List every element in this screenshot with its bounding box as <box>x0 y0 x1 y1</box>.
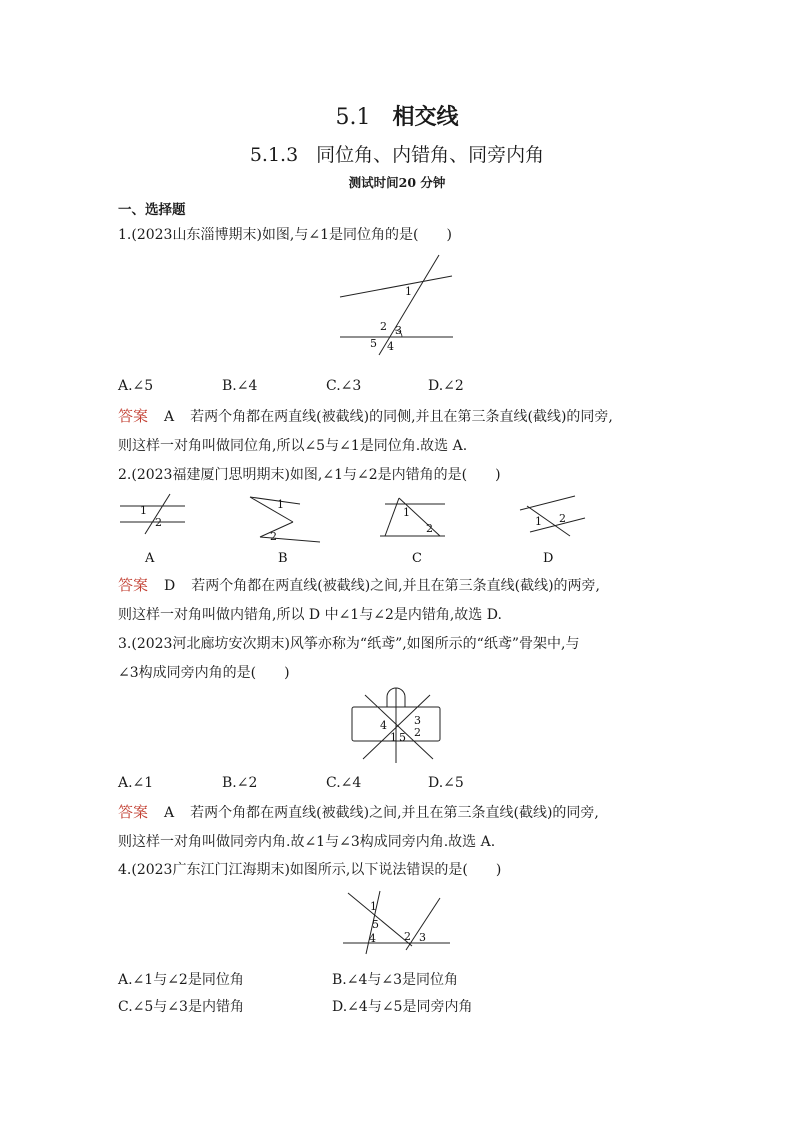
q3-answer-line2: 则这样一对角叫做同旁内角.故∠1与∠3构成同旁内角.故选 A. <box>118 834 496 850</box>
q1-option-c: C.∠3 <box>326 378 362 394</box>
q2-figures <box>115 492 595 567</box>
q3-answer-label: 答案 <box>118 803 149 821</box>
q1-answer-line2: 则这样一对角叫做同位角,所以∠5与∠1是同位角.故选 A. <box>118 438 468 454</box>
q3-label-5: 5 <box>399 731 406 744</box>
q3-option-d: D.∠5 <box>428 775 464 791</box>
q1-figure <box>335 252 460 357</box>
q2b-label-2: 2 <box>270 530 277 543</box>
subsection-name: 同位角、内错角、同旁内角 <box>316 144 545 166</box>
q4-stem: 4.(2023广东江门江海期末)如图所示,以下说法错误的是( ) <box>118 862 502 878</box>
section-name: 相交线 <box>392 104 459 130</box>
q3-label-3: 3 <box>414 714 421 727</box>
q2-answer-letter: D <box>164 578 176 594</box>
q2-answer-line1 <box>118 576 600 595</box>
q4-label-5: 5 <box>372 918 379 931</box>
q2b-label-1: 1 <box>277 498 284 511</box>
section-number: 5.1 <box>335 105 371 130</box>
q1-option-d: D.∠2 <box>428 378 464 394</box>
q2a-label-2: 2 <box>155 516 162 529</box>
q2-figure-c <box>380 498 445 566</box>
q1-label-2: 2 <box>380 320 387 333</box>
q3-answer-letter: A <box>164 805 175 821</box>
q1-label-3: 3 <box>395 324 402 337</box>
q3-stem-line1: 3.(2023河北廊坊安次期末)风筝亦称为“纸鸢”,如图所示的“纸鸢”骨架中,与 <box>118 636 580 652</box>
q1-answer-text1: 若两个角都在两直线(被截线)的同侧,并且在第三条直线(截线)的同旁, <box>190 409 613 425</box>
q4-label-4: 4 <box>369 932 376 945</box>
q4-figure <box>340 888 455 960</box>
q2-figure-b <box>250 497 320 566</box>
q2d-label-2: 2 <box>559 512 566 525</box>
q3-answer-line1 <box>118 803 599 822</box>
subsection-number: 5.1.3 <box>249 144 299 166</box>
subsection-title <box>0 140 794 167</box>
q3-label-4: 4 <box>380 719 387 732</box>
section-title <box>0 100 794 131</box>
q2-figure-a <box>120 494 185 566</box>
q4-option-b: B.∠4与∠3是同位角 <box>332 972 459 988</box>
q3-option-c: C.∠4 <box>326 775 362 791</box>
q3-label-2: 2 <box>414 726 421 739</box>
q2-answer-text1: 若两个角都在两直线(被截线)之间,并且在第三条直线(截线)的两旁, <box>191 578 600 594</box>
q4-option-c: C.∠5与∠3是内错角 <box>118 999 244 1015</box>
q3-stem-line2: ∠3构成同旁内角的是( ) <box>118 665 290 681</box>
q3-label-1: 1 <box>390 731 397 744</box>
q1-option-a: A.∠5 <box>118 378 154 394</box>
q2b-letter: B <box>278 551 288 566</box>
q2c-label-1: 1 <box>403 506 410 519</box>
q4-option-a: A.∠1与∠2是同位角 <box>118 972 244 988</box>
q3-answer-text1: 若两个角都在两直线(被截线)之间,并且在第三条直线(截线)的同旁, <box>190 805 599 821</box>
q2-answer-label: 答案 <box>118 576 149 594</box>
q4-label-2: 2 <box>404 930 411 943</box>
q2c-label-2: 2 <box>426 522 433 535</box>
q1-label-4: 4 <box>387 340 394 353</box>
q1-stem: 1.(2023山东淄博期末)如图,与∠1是同位角的是( ) <box>118 227 452 243</box>
q2d-label-1: 1 <box>535 515 542 528</box>
q1-answer-line1 <box>118 407 613 426</box>
q4-label-3: 3 <box>419 931 426 944</box>
q4-option-d: D.∠4与∠5是同旁内角 <box>332 999 473 1015</box>
q2-figure-d <box>520 496 585 566</box>
q1-label-1: 1 <box>405 285 412 298</box>
q3-figure <box>345 685 450 765</box>
q2d-letter: D <box>543 551 554 566</box>
q2c-letter: C <box>412 551 422 566</box>
q2a-letter: A <box>145 551 155 566</box>
q1-answer-letter: A <box>164 409 175 425</box>
part-title: 一、选择题 <box>118 202 186 218</box>
q3-option-b: B.∠2 <box>222 775 258 791</box>
q4-label-1: 1 <box>370 900 377 913</box>
q1-option-b: B.∠4 <box>222 378 258 394</box>
q3-option-a: A.∠1 <box>118 775 154 791</box>
q2-stem: 2.(2023福建厦门思明期末)如图,∠1与∠2是内错角的是( ) <box>118 467 501 483</box>
time-note: 测试时间20 分钟 <box>348 175 446 190</box>
q2a-label-1: 1 <box>140 504 147 517</box>
q1-label-5: 5 <box>370 337 377 350</box>
q2-answer-line2: 则这样一对角叫做内错角,所以 D 中∠1与∠2是内错角,故选 D. <box>118 607 502 623</box>
q1-answer-label: 答案 <box>118 407 149 425</box>
